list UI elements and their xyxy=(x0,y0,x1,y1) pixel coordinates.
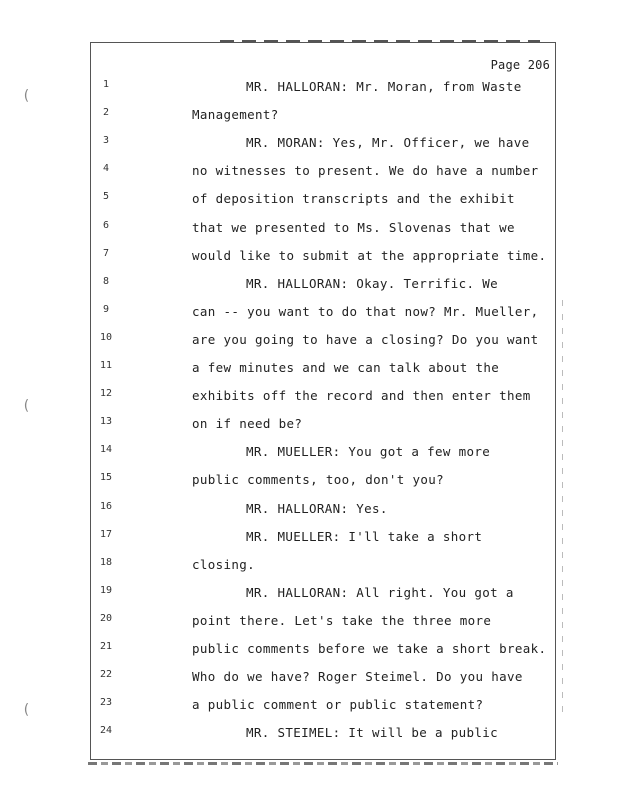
line-number: 10 xyxy=(99,331,113,343)
margin-mark: ( xyxy=(22,88,31,104)
line-text: MR. HALLORAN: Okay. Terrific. We xyxy=(246,275,499,291)
line-text: exhibits off the record and then enter them xyxy=(192,388,531,404)
transcript-line xyxy=(0,557,618,577)
line-text: public comments, too, don't you? xyxy=(192,472,445,488)
line-text: are you going to have a closing? Do you want xyxy=(192,331,539,347)
line-text: public comments before we take a short break. xyxy=(192,641,547,656)
line-number: 23 xyxy=(99,697,113,709)
margin-mark: ( xyxy=(22,702,31,718)
line-text: MR. HALLORAN: Mr. Moran, from Waste xyxy=(246,79,522,94)
line-number: 22 xyxy=(99,669,113,681)
margin-mark: ( xyxy=(22,398,31,414)
transcript-line xyxy=(0,585,618,605)
line-number: 20 xyxy=(99,612,113,624)
line-text: MR. MORAN: Yes, Mr. Officer, we have xyxy=(246,135,530,151)
line-text: closing. xyxy=(192,556,256,572)
line-number: 11 xyxy=(99,360,113,371)
transcript-line xyxy=(0,697,618,717)
line-number: 1 xyxy=(102,79,110,90)
line-text: that we presented to Ms. Slovenas that we xyxy=(192,219,515,235)
transcript-line xyxy=(0,613,618,633)
page-number: Page 206 xyxy=(490,58,550,72)
transcript-line xyxy=(0,669,618,689)
transcript-line xyxy=(0,641,618,661)
transcript-line xyxy=(0,360,618,380)
transcript-line xyxy=(0,163,618,183)
transcript-line xyxy=(0,472,618,492)
line-number: 14 xyxy=(99,444,113,456)
transcript-line xyxy=(0,725,618,745)
line-number: 21 xyxy=(99,641,113,652)
line-number: 7 xyxy=(102,247,110,259)
line-number: 6 xyxy=(102,219,110,231)
transcript-line xyxy=(0,444,618,464)
line-number: 5 xyxy=(102,191,110,203)
line-number: 17 xyxy=(99,528,113,540)
transcript-line xyxy=(0,501,618,521)
line-text: a public comment or public statement? xyxy=(192,697,484,713)
line-text: no witnesses to present. We do have a number xyxy=(192,163,539,179)
line-number: 18 xyxy=(99,556,113,568)
line-number: 12 xyxy=(99,388,113,400)
transcript-line xyxy=(0,135,618,155)
transcript-line xyxy=(0,220,618,240)
line-number: 8 xyxy=(102,275,110,287)
line-text: MR. MUELLER: You got a few more xyxy=(246,444,491,460)
line-text: can -- you want to do that now? Mr. Mueller, xyxy=(192,303,539,319)
line-number: 9 xyxy=(102,303,110,315)
line-number: 15 xyxy=(99,472,113,484)
line-text: would like to submit at the appropriate time. xyxy=(192,247,547,263)
line-text: MR. MUELLER: I'll take a short xyxy=(246,528,483,544)
line-number: 19 xyxy=(99,584,113,596)
transcript-line xyxy=(0,388,618,408)
line-text: MR. HALLORAN: Yes. xyxy=(246,500,388,516)
line-number: 4 xyxy=(102,163,110,175)
line-text: MR. HALLORAN: All right. You got a xyxy=(246,584,514,600)
line-text: MR. STEIMEL: It will be a public xyxy=(246,725,499,741)
line-text: of deposition transcripts and the exhibit xyxy=(192,191,515,207)
transcript-line xyxy=(0,416,618,436)
line-text: a few minutes and we can talk about the xyxy=(192,360,500,375)
transcript-line xyxy=(0,332,618,352)
line-text: point there. Let's take the three more xyxy=(192,612,492,628)
line-number: 3 xyxy=(102,135,110,147)
transcript-line xyxy=(0,529,618,549)
transcript-line xyxy=(0,107,618,127)
line-text: Who do we have? Roger Steimel. Do you have xyxy=(192,669,523,685)
line-text: Management? xyxy=(192,107,279,123)
transcript-line xyxy=(0,304,618,324)
transcript-line xyxy=(0,248,618,268)
line-text: on if need be? xyxy=(192,416,303,432)
transcript-line xyxy=(0,191,618,211)
line-number: 16 xyxy=(99,500,113,512)
scan-artifact-bottom xyxy=(88,762,558,765)
line-number: 24 xyxy=(99,725,113,737)
transcript-line xyxy=(0,276,618,296)
line-number: 2 xyxy=(102,107,110,119)
line-number: 13 xyxy=(99,416,113,428)
transcript-line xyxy=(0,79,618,99)
